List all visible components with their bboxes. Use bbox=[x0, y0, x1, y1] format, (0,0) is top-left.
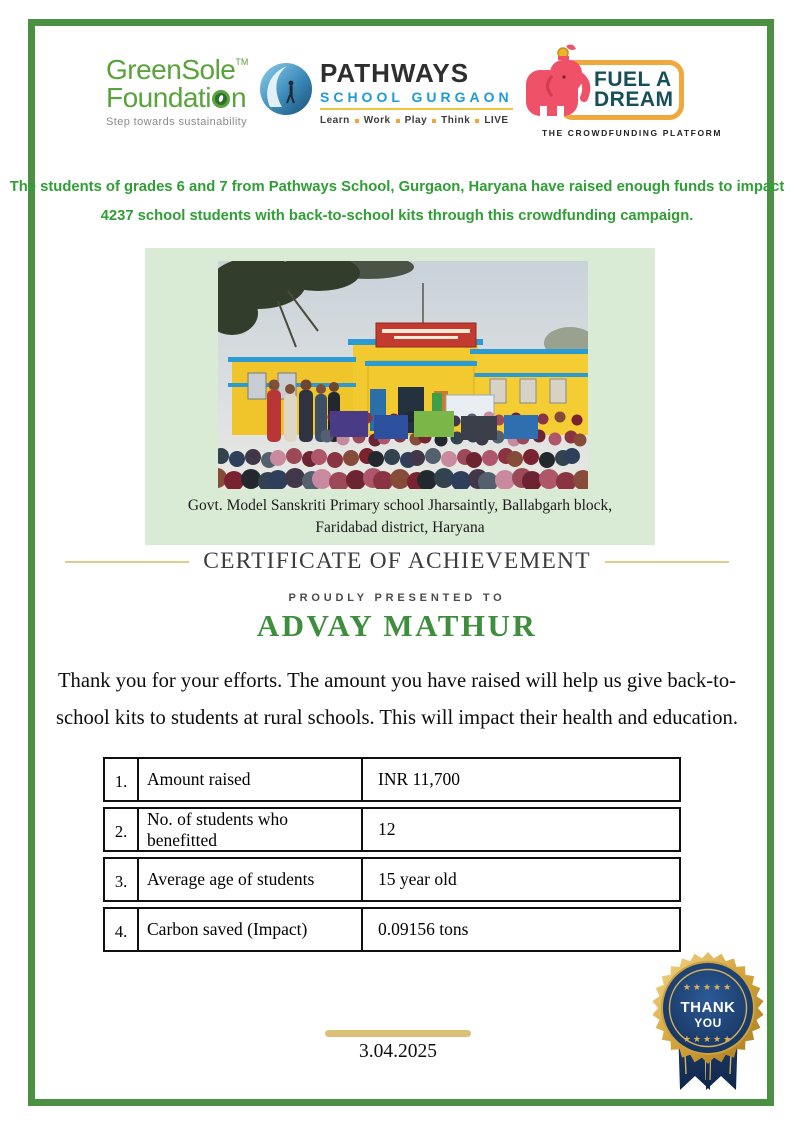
thank-you-message bbox=[0, 663, 794, 736]
fueladream-line1: FUEL A bbox=[594, 68, 672, 91]
fueladream-line2: DREAM bbox=[594, 87, 674, 111]
heading-rule-right bbox=[605, 561, 729, 563]
caption-line2: Faridabad district, Haryana bbox=[315, 519, 485, 537]
presented-line: PROUDLY PRESENTED TO bbox=[288, 592, 506, 604]
intro-text bbox=[0, 173, 794, 231]
row-label: No. of students who benefitted bbox=[139, 809, 363, 850]
school-photo bbox=[218, 261, 588, 489]
foundation-text-pre: Foundati bbox=[106, 82, 211, 113]
recipient-name: ADVAY MATHUR bbox=[256, 608, 538, 643]
dot-icon bbox=[432, 119, 436, 123]
posters bbox=[330, 411, 538, 440]
logo-fueladream bbox=[520, 52, 723, 140]
tagline-word: LIVE bbox=[484, 115, 509, 126]
tagline-word: Think bbox=[441, 115, 471, 126]
foundation-text-post: n bbox=[230, 82, 247, 113]
pathways-tagline bbox=[320, 115, 510, 126]
badge-stars-bottom: ★★★★★ bbox=[682, 1034, 734, 1044]
logo-greensole bbox=[106, 56, 256, 128]
row-number: 1. bbox=[105, 759, 139, 800]
certificate-heading: CERTIFICATE OF ACHIEVEMENT bbox=[203, 548, 591, 574]
pathways-globe-icon bbox=[260, 63, 312, 115]
greensole-leaf-icon bbox=[212, 90, 230, 108]
badge-text-thank: THANK bbox=[680, 999, 736, 1016]
fueladream-title bbox=[594, 70, 674, 110]
stats-table bbox=[103, 757, 681, 957]
row-number: 3. bbox=[105, 859, 139, 900]
trademark-mark: TM bbox=[235, 57, 249, 67]
fueladream-elephant-icon bbox=[520, 44, 594, 130]
tagline-word: Work bbox=[363, 115, 391, 126]
tagline-word: Learn bbox=[320, 115, 350, 126]
greensole-name: GreenSole bbox=[106, 54, 236, 85]
caption-line1: Govt. Model Sanskriti Primary school Jharsaintly, Ballabgarh block, bbox=[187, 497, 613, 514]
row-number: 4. bbox=[105, 909, 139, 950]
table-row bbox=[103, 807, 681, 852]
table-row bbox=[103, 757, 681, 802]
greensole-wordmark bbox=[106, 56, 256, 84]
row-value: 12 bbox=[378, 819, 396, 839]
tagline-word: Play bbox=[404, 115, 428, 126]
date-rule bbox=[325, 1030, 471, 1037]
heading-rule-left bbox=[65, 561, 189, 563]
photo-panel bbox=[145, 248, 655, 545]
badge-text-you: YOU bbox=[694, 1016, 722, 1030]
message-line1: Thank you for your efforts. The amount you have raised will help us give back-to- bbox=[57, 670, 737, 692]
greensole-tagline: Step towards sustainability bbox=[106, 116, 248, 128]
dot-icon bbox=[396, 119, 400, 123]
greensole-foundation-wordmark bbox=[106, 84, 256, 112]
intro-line1: The students of grades 6 and 7 from Pathways School, Gurgaon, Haryana have raised enough funds to impact bbox=[9, 179, 785, 195]
date-text: 3.04.2025 bbox=[359, 1041, 437, 1062]
badge-stars-top: ★★★★★ bbox=[682, 982, 734, 992]
message-line2: school kits to students at rural schools. This will impact their health and education. bbox=[56, 706, 738, 729]
pathways-title: PATHWAYS bbox=[320, 58, 470, 88]
photo-caption bbox=[145, 495, 655, 540]
table-row bbox=[103, 857, 681, 902]
dot-icon bbox=[475, 119, 479, 123]
fueladream-tagline: THE CROWDFUNDING PLATFORM bbox=[542, 128, 723, 138]
intro-line2: 4237 school students with back-to-school kits through this crowdfunding campaign. bbox=[100, 207, 694, 224]
row-value: INR 11,700 bbox=[378, 769, 460, 789]
row-number: 2. bbox=[105, 809, 139, 850]
row-label: Carbon saved (Impact) bbox=[139, 909, 363, 950]
pathways-subtitle: SCHOOL GURGAON bbox=[320, 86, 513, 110]
thankyou-badge bbox=[648, 950, 768, 1092]
row-label: Average age of students bbox=[139, 859, 363, 900]
pathways-text-block bbox=[320, 58, 513, 126]
row-label: Amount raised bbox=[139, 759, 363, 800]
table-row bbox=[103, 907, 681, 952]
certificate-heading-row bbox=[0, 548, 794, 575]
dot-icon bbox=[355, 119, 359, 123]
row-value: 15 year old bbox=[378, 869, 457, 889]
row-value: 0.09156 tons bbox=[378, 919, 469, 939]
